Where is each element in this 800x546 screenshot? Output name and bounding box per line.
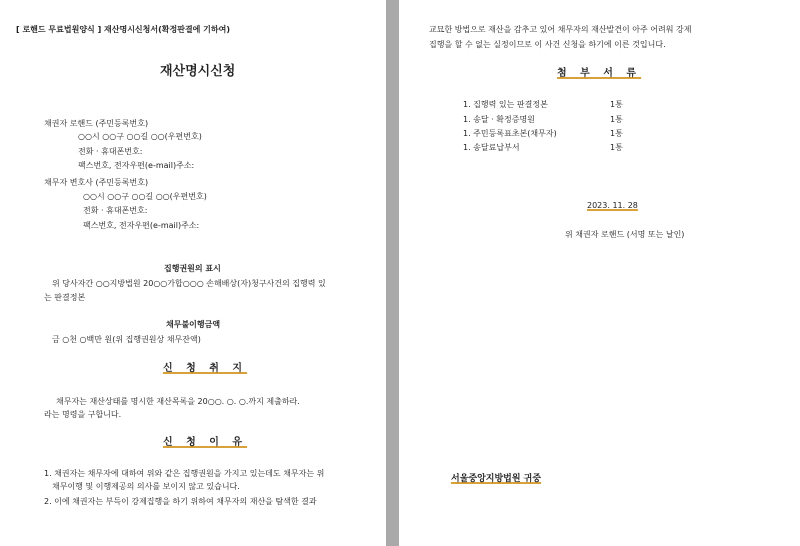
court-addressee: 서울중앙지방법원 귀중 xyxy=(451,474,542,484)
attachment-name: 1. 송달 · 확정증명원 xyxy=(463,115,535,124)
creditor-address: ○○시 ○○구 ○○길 ○○(우편번호) xyxy=(78,132,202,141)
reason-line-3: 2. 이에 채권자는 부득이 강제집행을 하기 위하여 채무자의 재산을 탐색한 결과 xyxy=(44,497,317,506)
continued-line-1: 교묘한 방법으로 재산을 감추고 있어 채무자의 재산발견이 아주 어려워 강제 xyxy=(429,25,692,34)
document-title: 재산명시신청 xyxy=(160,64,236,79)
debtor-phone: 전화 · 휴대폰번호: xyxy=(83,206,148,215)
attachment-count: 1통 xyxy=(610,129,623,138)
continued-line-2: 집행을 할 수 없는 실정이므로 이 사건 신청을 하기에 이른 것입니다. xyxy=(429,40,666,49)
creditor-fax: 팩스번호, 전자우편(e-mail)주소: xyxy=(78,161,195,170)
creditor-phone: 전화 · 휴대폰번호: xyxy=(78,147,143,156)
creditor-line: 채권자 로핸드 (주민등록번호) xyxy=(44,119,149,128)
top-note: [ 로핸드 무료법원양식 ] 재산명시신청서(확정판결에 기하여) xyxy=(16,25,231,34)
debtor-line: 채무자 변호사 (주민등록번호) xyxy=(44,178,149,187)
writ-line-2: 는 판결정본 xyxy=(44,293,86,302)
attachment-count: 1통 xyxy=(610,100,623,109)
attachment-name: 1. 주민등록표초본(채무자) xyxy=(463,129,557,138)
document-page-2 xyxy=(399,0,800,546)
attachment-name: 1. 집행력 있는 판결정본 xyxy=(463,100,548,109)
debtor-address: ○○시 ○○구 ○○길 ○○(우편번호) xyxy=(83,192,207,201)
purpose-line-1: 채무자는 재산상태를 명시한 재산목록을 20○○. ○. ○.까지 제출하라. xyxy=(56,397,300,406)
signer-line: 위 채권자 로핸드 (서명 또는 날인) xyxy=(565,230,685,239)
amount-line: 금 ○천 ○백만 원(위 집행권원상 채무잔액) xyxy=(52,335,201,344)
purpose-heading: 신 청 취 지 xyxy=(163,363,248,374)
amount-heading: 채무불이행금액 xyxy=(166,320,221,329)
attachment-count: 1통 xyxy=(610,143,623,152)
reason-line-1: 1. 채권자는 채무자에 대하여 위와 같은 집행권원을 가지고 있는데도 채무자는 위 xyxy=(44,469,325,478)
date: 2023. 11. 28 xyxy=(587,201,638,210)
writ-heading: 집행권원의 표시 xyxy=(164,264,221,273)
debtor-fax: 팩스번호, 전자우편(e-mail)주소: xyxy=(83,221,200,230)
attachment-name: 1. 송달료납부서 xyxy=(463,143,520,152)
purpose-line-2: 라는 명령을 구합니다. xyxy=(44,410,122,419)
reason-line-2: 채무이행 및 이행제공의 의사를 보이지 않고 있습니다. xyxy=(52,482,240,491)
attachment-count: 1통 xyxy=(610,115,623,124)
attachments-heading: 첨 부 서 류 xyxy=(557,68,642,79)
writ-line-1: 위 당사자간 ○○지방법원 20○○가합○○○ 손해배상(자)청구사건의 집행력 있 xyxy=(52,279,326,288)
reason-heading: 신 청 이 유 xyxy=(163,437,248,448)
document-page-1 xyxy=(0,0,386,546)
